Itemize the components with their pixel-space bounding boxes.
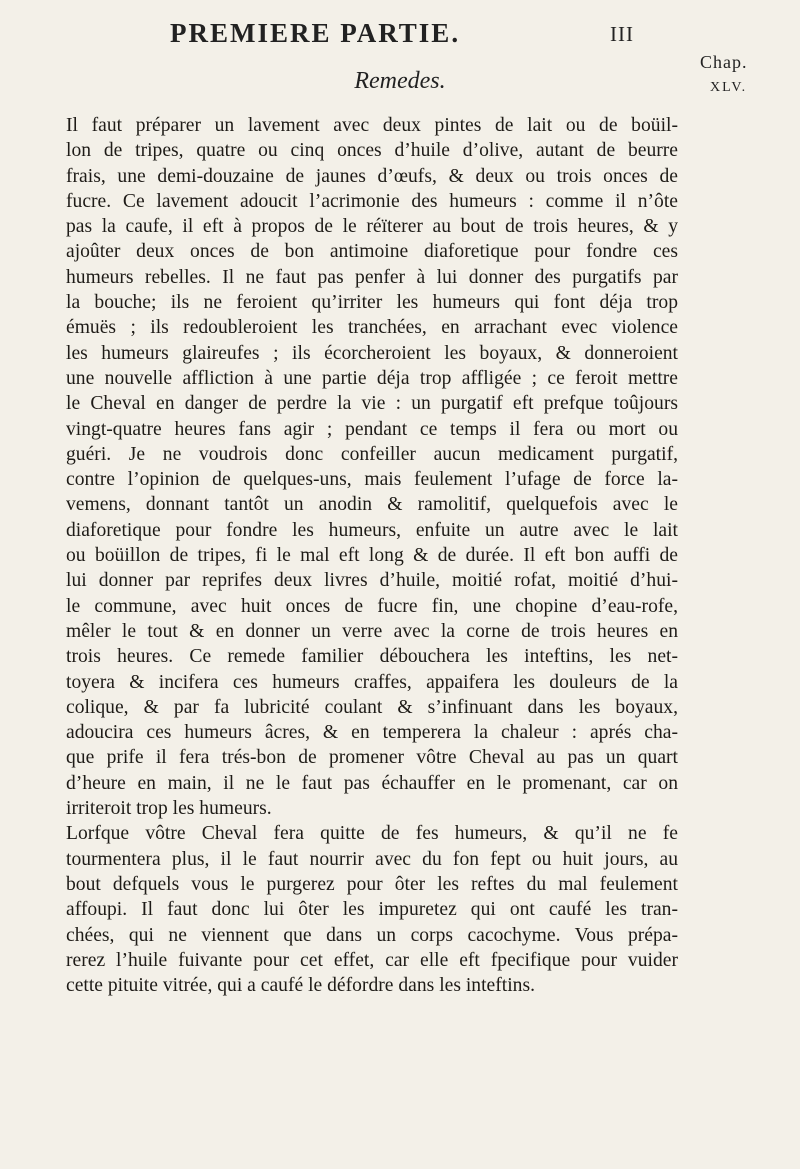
- text-line: vingt-quatre heures fans agir ; pendant ce temps il fera ou mort ou: [66, 418, 678, 440]
- text-line: ou boüillon de tripes, fi le mal eft long & de durée. Il eft bon auffi de: [66, 545, 678, 567]
- text-line: d’heure en main, il ne le faut pas échauffer en le promenant, car on: [66, 772, 678, 794]
- text-line: frais, une demi-douzaine de jaunes d’œufs, & deux ou trois onces de: [66, 165, 678, 187]
- text-line: lon de tripes, quatre ou cinq onces d’huile d’olive, autant de beurre: [66, 140, 678, 162]
- text-line: lui donner par reprifes deux livres d’huile, moitié rofat, moitié d’hui-: [66, 570, 678, 592]
- text-line: cette pituite vitrée, qui a caufé le défordre dans les inteftins.: [66, 975, 535, 997]
- running-head: PREMIERE PARTIE.: [170, 18, 461, 48]
- body-text: [50, 113, 678, 998]
- text-line: la bouche; ils ne feroient qu’irriter les humeurs qui font déja trop: [66, 292, 678, 314]
- text-line: adoucira ces humeurs âcres, & en temperera la chaleur : aprés cha-: [66, 722, 678, 744]
- text-line: tourmentera plus, il le faut nourrir avec du fon fept ou huit jours, au: [66, 848, 678, 870]
- text-line: trois heures. Ce remede familier débouchera les inteftins, les net-: [66, 646, 678, 668]
- text-line: fucre. Ce lavement adoucit l’acrimonie des humeurs : comme il n’ôte: [66, 190, 678, 212]
- chapter-number: XLV.: [710, 80, 748, 95]
- paragraph: [50, 821, 678, 998]
- text-line: rerez l’huile fuivante pour cet effet, car elle eft fpecifique pour vuider: [66, 949, 678, 971]
- chapter-label: Chap.: [700, 52, 748, 72]
- text-line: vemens, donnant tantôt un anodin & ramolitif, quelquefois avec le: [66, 494, 678, 516]
- text-line: contre l’opinion de quelques-uns, mais feulement l’ufage de force la-: [66, 469, 678, 491]
- text-line: les humeurs glaireufes ; ils écorcheroient les boyaux, & donneroient: [66, 342, 678, 364]
- text-line: Lorfque vôtre Cheval fera quitte de fes humeurs, & qu’il ne fe: [66, 823, 678, 845]
- page-number: III: [610, 22, 634, 46]
- text-line: que prife il fera trés-bon de promener vôtre Cheval au pas un quart: [66, 747, 678, 769]
- text-line: Il faut préparer un lavement avec deux pintes de lait ou de boüil-: [66, 115, 678, 136]
- section-title: Remedes.: [354, 68, 446, 94]
- paragraph: [50, 113, 678, 821]
- text-line: bout defquels vous le purgerez pour ôter les reftes du mal feulement: [66, 873, 678, 895]
- text-line: guéri. Je ne voudrois donc confeiller aucun medicament purgatif,: [66, 443, 678, 465]
- text-line: humeurs rebelles. Il ne faut pas penfer à lui donner des purgatifs par: [66, 266, 678, 288]
- text-line: mêler le tout & en donner un verre avec la corne de trois heures en: [66, 620, 678, 642]
- text-line: colique, & par fa lubricité coulant & s’infinuant dans les boyaux,: [66, 696, 678, 718]
- text-line: ajoûter deux onces de bon antimoine diaforetique pour fondre ces: [66, 241, 678, 263]
- text-line: une nouvelle affliction à une partie déja trop affligée ; ce feroit mettre: [66, 367, 678, 389]
- text-line: irriteroit trop les humeurs.: [66, 798, 272, 820]
- text-line: affoupi. Il faut donc lui ôter les impuretez qui ont caufé les tran-: [66, 899, 678, 921]
- text-line: émuës ; ils redoubleroient les tranchées, en arrachant evec violence: [66, 317, 678, 339]
- text-line: le commune, avec huit onces de fucre fin, une chopine d’eau-rofe,: [66, 595, 678, 617]
- text-line: toyera & incifera ces humeurs craffes, appaifera les douleurs de la: [66, 671, 678, 693]
- text-line: chées, qui ne viennent que dans un corps cacochyme. Vous prépa-: [66, 924, 678, 946]
- text-line: pas la caufe, il eft à propos de le réïterer au bout de trois heures, & y: [66, 216, 678, 238]
- text-line: diaforetique pour fondre les humeurs, enfuite un autre avec le lait: [66, 519, 678, 541]
- text-line: le Cheval en danger de perdre la vie : un purgatif eft prefque toûjours: [66, 393, 678, 415]
